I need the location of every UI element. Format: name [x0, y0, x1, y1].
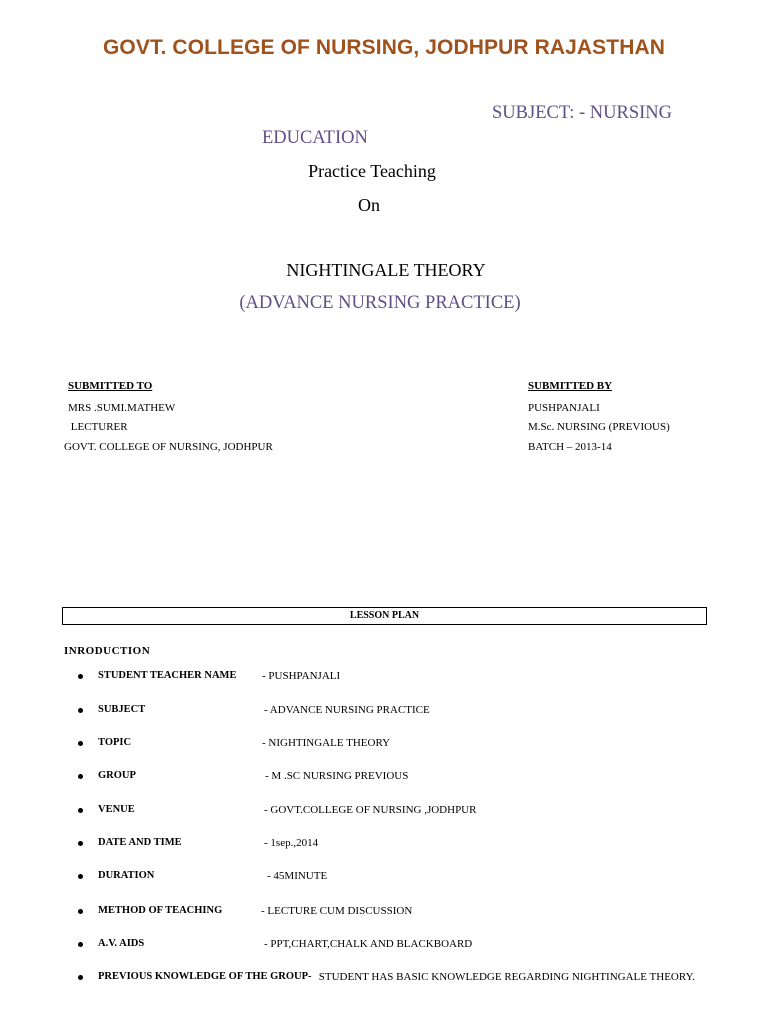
college-title: GOVT. COLLEGE OF NURSING, JODHPUR RAJASTHAN — [102, 36, 665, 59]
item-value: - NIGHTINGALE THEORY — [262, 737, 391, 749]
item-label: TOPIC — [98, 737, 132, 748]
item-label: DURATION — [98, 870, 155, 881]
submitted-by-name: PUSHPANJALI — [528, 402, 600, 414]
subject-line: SUBJECT: - NURSING — [492, 103, 672, 123]
item-value: - GOVT.COLLEGE OF NURSING ,JODHPUR — [264, 804, 477, 816]
bullet-icon — [78, 708, 83, 713]
bullet-icon — [78, 674, 83, 679]
item-label: DATE AND TIME — [98, 837, 182, 848]
submitted-by-batch: BATCH – 2013-14 — [528, 441, 612, 453]
item-label: METHOD OF TEACHING — [98, 905, 223, 916]
item-value: - 45MINUTE — [267, 870, 328, 882]
item-value: - LECTURE CUM DISCUSSION — [261, 905, 413, 917]
item-value: - ADVANCE NURSING PRACTICE — [264, 704, 430, 716]
on-label: On — [358, 195, 380, 215]
submitted-by-course: M.Sc. NURSING (PREVIOUS) — [528, 421, 670, 433]
bullet-icon — [78, 874, 83, 879]
item-label: A.V. AIDS — [98, 938, 145, 949]
item-value: - M .SC NURSING PREVIOUS — [265, 770, 409, 782]
item-label: SUBJECT — [98, 704, 146, 715]
item-value: - 1sep.,2014 — [264, 837, 319, 849]
item-label: STUDENT TEACHER NAME — [98, 670, 237, 681]
submitted-to-heading: SUBMITTED TO — [68, 380, 153, 392]
topic-title: NIGHTINGALE THEORY — [286, 260, 486, 280]
submitted-by-heading: SUBMITTED BY — [528, 380, 613, 392]
bullet-icon — [78, 942, 83, 947]
item-label: VENUE — [98, 804, 135, 815]
submitted-to-name: MRS .SUMI.MATHEW — [68, 402, 176, 414]
item-value: STUDENT HAS BASIC KNOWLEDGE REGARDING NIGHTINGALE THEORY. — [316, 971, 695, 983]
item-label: PREVIOUS KNOWLEDGE OF THE GROUP- — [98, 971, 312, 982]
bullet-icon — [78, 975, 83, 980]
introduction-heading: INRODUCTION — [64, 645, 151, 657]
practice-teaching-label: Practice Teaching — [308, 161, 436, 181]
item-value: - PPT,CHART,CHALK AND BLACKBOARD — [264, 938, 473, 950]
bullet-icon — [78, 909, 83, 914]
item-value: - PUSHPANJALI — [262, 670, 341, 682]
lesson-plan-title-box: LESSON PLAN — [62, 607, 707, 625]
bullet-icon — [78, 774, 83, 779]
subject-continuation: EDUCATION — [262, 128, 368, 148]
bullet-icon — [78, 808, 83, 813]
bullet-icon — [78, 841, 83, 846]
submitted-to-designation: LECTURER — [68, 421, 128, 433]
item-label: GROUP — [98, 770, 136, 781]
submitted-to-institution: GOVT. COLLEGE OF NURSING, JODHPUR — [64, 441, 273, 453]
category-subtitle: (ADVANCE NURSING PRACTICE) — [239, 293, 521, 313]
bullet-icon — [78, 741, 83, 746]
